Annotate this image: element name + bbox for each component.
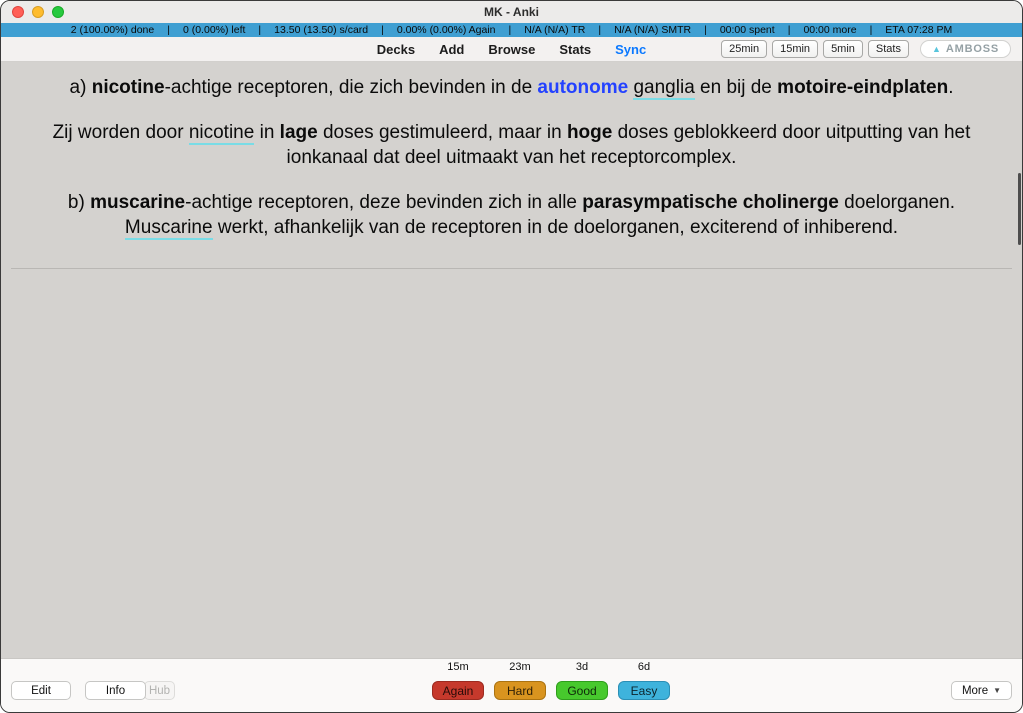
highlighted-term: muscarine [90, 192, 186, 213]
card-text: werkt, afhankelijk van de receptoren in de doelorganen, exciterend of inhiberend. [212, 217, 899, 238]
info-button[interactable]: Info [85, 681, 146, 700]
highlighted-term: autonome [537, 77, 629, 98]
card-text: doses gestimuleerd, maar in [317, 122, 567, 143]
timer-buttons [721, 40, 909, 58]
answer-column-hard [494, 661, 546, 700]
scrollbar-thumb[interactable] [1018, 173, 1021, 245]
timer-button-stats[interactable]: Stats [868, 40, 909, 58]
highlighted-term: hoge [566, 122, 613, 143]
stats-item: N/A (N/A) TR [524, 24, 586, 36]
stats-item: 2 (100.00%) done [70, 24, 155, 36]
answer-button-hard[interactable]: Hard [494, 681, 546, 700]
title-bar [1, 1, 1022, 23]
timer-button-15min[interactable]: 15min [772, 40, 818, 58]
answer-column-easy [618, 661, 670, 700]
hub-button[interactable]: Hub [144, 681, 175, 700]
stats-separator: | [869, 24, 873, 36]
window-title: MK - Anki [484, 5, 539, 19]
amboss-label: AMBOSS [945, 43, 999, 55]
nav-item-browse[interactable]: Browse [488, 41, 536, 57]
card-text: a) [69, 77, 92, 98]
minimize-button[interactable] [32, 6, 44, 18]
answer-column-good [556, 661, 608, 700]
stats-item: N/A (N/A) SMTR [614, 24, 692, 36]
answer-button-good[interactable]: Good [556, 681, 608, 700]
answer-button-easy[interactable]: Easy [618, 681, 670, 700]
nav-links [377, 37, 646, 61]
answer-buttons [432, 661, 670, 700]
bottom-bar [1, 658, 1022, 712]
review-area [1, 62, 1022, 659]
answer-button-again[interactable]: Again [432, 681, 484, 700]
stats-separator: | [258, 24, 262, 36]
stats-separator: | [381, 24, 384, 36]
more-label: More [961, 684, 989, 697]
amboss-button[interactable] [920, 40, 1011, 58]
highlighted-term: lage [279, 122, 318, 143]
review-stats-bar [1, 23, 1022, 37]
answer-column-again [432, 661, 484, 700]
more-button[interactable] [951, 681, 1012, 700]
stats-separator: | [508, 24, 512, 36]
card-content [1, 62, 1022, 240]
card-text: -achtige receptoren, die zich bevinden in de [164, 77, 538, 98]
card-text: ionkanaal dat deel uitmaakt van het receptorcomplex. [286, 147, 737, 168]
stats-separator: | [598, 24, 602, 36]
highlighted-term: nicotine [91, 77, 165, 98]
card-text: doelorganen. [838, 192, 956, 213]
card-paragraph [9, 75, 1014, 100]
edit-button[interactable]: Edit [11, 681, 71, 700]
card-paragraph [9, 120, 1014, 170]
card-text: . [948, 77, 954, 98]
interval-label: 15m [447, 661, 469, 673]
nav-item-stats[interactable]: Stats [559, 41, 592, 57]
stats-separator: | [167, 24, 170, 36]
stats-separator: | [787, 24, 791, 36]
amboss-logo-icon: ▲ [931, 43, 941, 54]
highlighted-term: parasympatische cholinerge [582, 192, 839, 213]
close-button[interactable] [12, 6, 24, 18]
card-text: doses geblokkeerd door uitputting van het [612, 122, 971, 143]
stats-item: 00:00 more [803, 24, 857, 36]
highlighted-term: Muscarine [124, 217, 213, 238]
stats-item: ETA 07:28 PM [885, 24, 953, 36]
traffic-lights [12, 6, 64, 18]
nav-item-sync[interactable]: Sync [615, 41, 647, 57]
card-paragraph [9, 190, 1014, 240]
highlighted-term: nicotine [188, 122, 255, 143]
chevron-down-icon: ▼ [993, 686, 1002, 695]
main-toolbar [1, 37, 1022, 62]
stats-separator: | [704, 24, 707, 36]
nav-item-add[interactable]: Add [439, 41, 465, 57]
highlighted-term: ganglia [633, 77, 695, 98]
nav-item-decks[interactable]: Decks [376, 41, 416, 57]
toolbar-right-group [721, 40, 1011, 58]
timer-button-5min[interactable]: 5min [823, 40, 863, 58]
zoom-button[interactable] [52, 6, 64, 18]
highlighted-term: motoire-eindplaten [777, 77, 949, 98]
stats-item: 0 (0.00%) left [182, 24, 246, 36]
interval-label: 23m [509, 661, 531, 673]
card-text: Zij worden door [52, 122, 189, 143]
card-text: -achtige receptoren, deze bevinden zich in alle [185, 192, 583, 213]
card-text: en bij de [694, 77, 778, 98]
card-text: in [254, 122, 280, 143]
stats-item: 00:00 spent [719, 24, 775, 36]
interval-label: 6d [637, 661, 651, 673]
interval-label: 3d [575, 661, 589, 673]
timer-button-25min[interactable]: 25min [721, 40, 767, 58]
stats-item: 13.50 (13.50) s/card [274, 24, 369, 36]
stats-item: 0.00% (0.00%) Again [396, 24, 496, 36]
card-divider [11, 268, 1012, 269]
card-text: b) [67, 192, 91, 213]
